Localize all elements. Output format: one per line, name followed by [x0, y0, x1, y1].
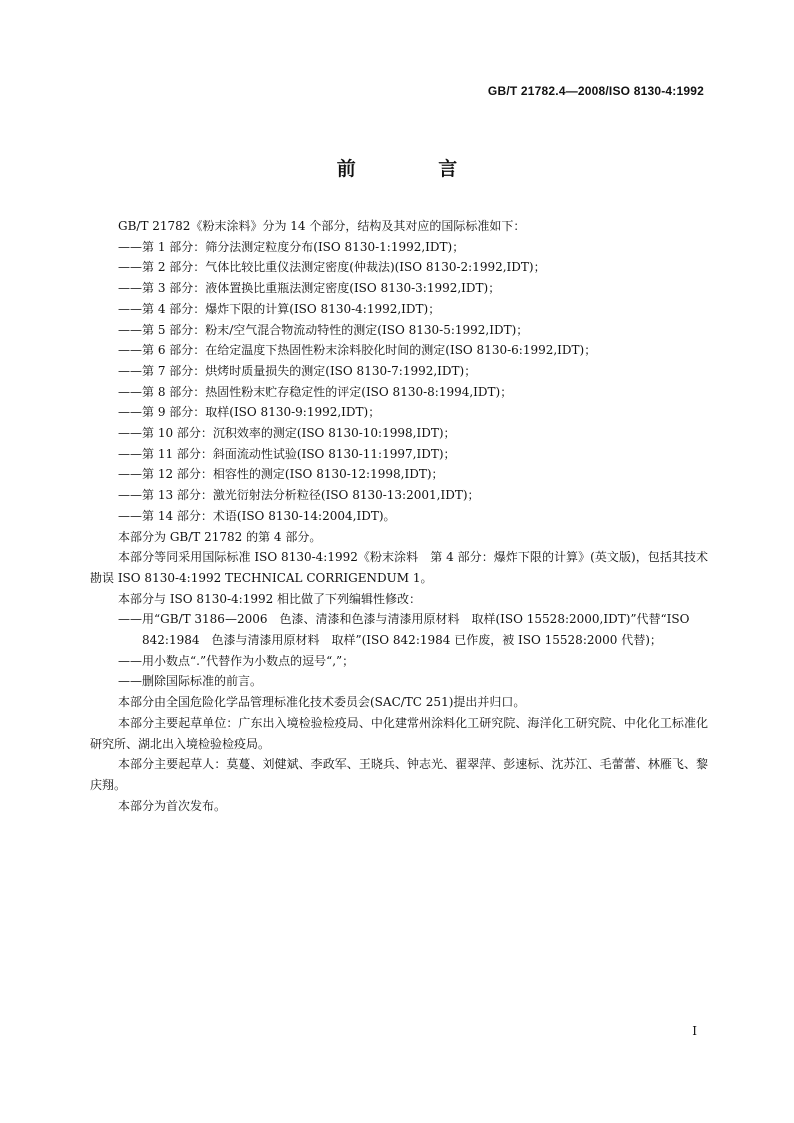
list-item: ——第 14 部分：术语(ISO 8130-14:2004,IDT)。	[118, 508, 396, 523]
page-title: 前 言	[336, 158, 496, 180]
list-item: ——第 2 部分：气体比较比重仪法测定密度(仲裁法)(ISO 8130-2:1992,IDT)；	[118, 260, 546, 275]
proposer-paragraph: 本部分由全国危险化学品管理标准化技术委员会(SAC/TC 251)提出并归口。	[118, 695, 526, 710]
this-part-paragraph: 本部分为 GB/T 21782 的第 4 部分。	[118, 529, 322, 544]
standard-code-header: GB/T 21782.4—2008/ISO 8130-4:1992	[487, 84, 704, 98]
changes-list	[90, 609, 708, 692]
list-item: ——第 13 部分：激光衍射法分析粒径(ISO 8130-13:2001,IDT)；	[118, 488, 480, 503]
list-item: ——第 9 部分：取样(ISO 8130-9:1992,IDT)；	[118, 405, 381, 420]
list-item: ——第 5 部分：粉末/空气混合物流动特性的测定(ISO 8130-5:1992,IDT)；	[118, 322, 529, 337]
parts-list	[90, 237, 708, 527]
list-item: ——第 10 部分：沉积效率的测定(ISO 8130-10:1998,IDT)；	[118, 426, 456, 441]
page-number: I	[692, 1024, 697, 1038]
intro-paragraph: GB/T 21782《粉末涂料》分为 14 个部分，结构及其对应的国际标准如下：	[118, 219, 526, 233]
list-item: ——第 1 部分：筛分法测定粒度分布(ISO 8130-1:1992,IDT)；	[118, 239, 465, 254]
drafting-units-paragraph: 本部分主要起草单位：广东出入境检验检疫局、中化建常州涂料化工研究院、海洋化工研究院、中化化工标准化研究所、湖北出入境检验检疫局。	[90, 715, 708, 751]
changes-intro-paragraph: 本部分与 ISO 8130-4:1992 相比做了下列编辑性修改：	[118, 591, 422, 606]
list-item: ——第 11 部分：斜面流动性试验(ISO 8130-11:1997,IDT)；	[118, 446, 456, 461]
list-item: ——第 7 部分：烘烤时质量损失的测定(ISO 8130-7:1992,IDT)；	[118, 363, 477, 378]
adoption-paragraph: 本部分等同采用国际标准 ISO 8130-4:1992《粉末涂料 第 4 部分：爆炸下限的计算》(英文版)，包括其技术勘误 ISO 8130-4:1992 TECHNICAL CORRIGENDUM 1。	[90, 550, 708, 585]
drafters-paragraph: 本部分主要起草人：莫蔓、刘健斌、李政军、王晓兵、钟志光、翟翠萍、彭速标、沈苏江、毛蕾蕾、林雁飞、黎庆翔。	[90, 757, 708, 792]
list-item: ——第 12 部分：相容性的测定(ISO 8130-12:1998,IDT)；	[118, 467, 444, 482]
list-item: ——用小数点“.”代替作为小数点的逗号“,”；	[118, 653, 355, 668]
first-release-paragraph: 本部分为首次发布。	[118, 798, 227, 813]
list-item: ——删除国际标准的前言。	[118, 674, 263, 689]
list-item: ——用“GB/T 3186—2006 色漆、清漆和色漆与清漆用原材料 取样(ISO 15528:2000,IDT)”代替“ISO 842:1984 色漆与清漆用原材料 取样”(ISO 842:1984 已作废，被 ISO 15528:2000 代替)；	[118, 612, 690, 648]
list-item: ——第 8 部分：热固性粉末贮存稳定性的评定(ISO 8130-8:1994,IDT)；	[118, 384, 513, 399]
list-item: ——第 6 部分：在给定温度下热固性粉末涂料胶化时间的测定(ISO 8130-6:1992,IDT)；	[118, 343, 597, 358]
foreword-body	[90, 216, 708, 816]
list-item: ——第 3 部分：液体置换比重瓶法测定密度(ISO 8130-3:1992,IDT)；	[118, 281, 501, 296]
list-item: ——第 4 部分：爆炸下限的计算(ISO 8130-4:1992,IDT)；	[118, 301, 441, 316]
